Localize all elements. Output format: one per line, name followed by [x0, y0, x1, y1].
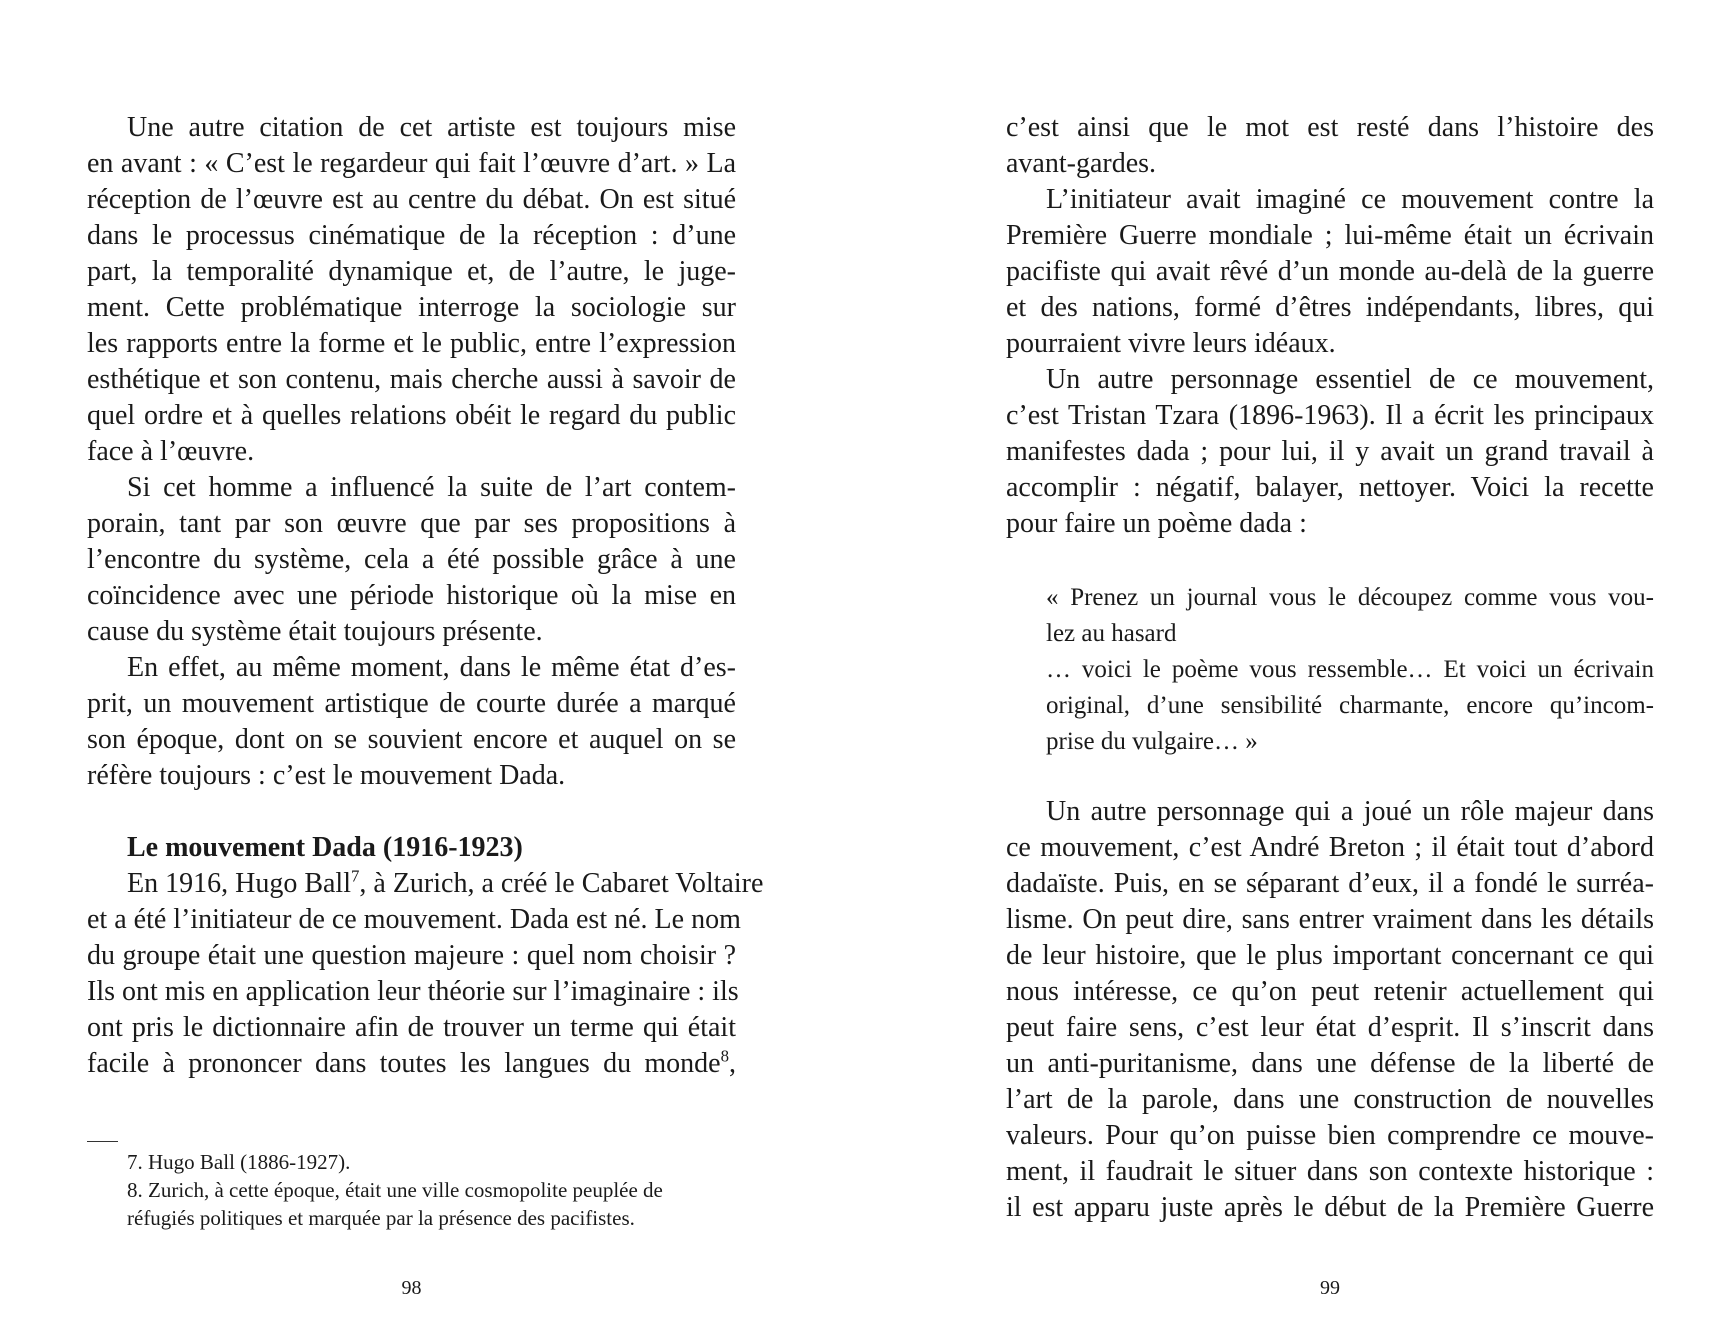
text-line: nous intéresse, ce qu’on peut retenir actuellement qui: [1006, 976, 1654, 1007]
text-line: de leur histoire, que le plus important concernant ce qui: [1006, 940, 1654, 971]
text-line: ce mouvement, c’est André Breton ; il était tout d’abord: [1006, 832, 1654, 863]
text-line: ont pris le dictionnaire afin de trouver un terme qui était: [87, 1012, 736, 1043]
text-line: pour faire un poème dada :: [1006, 508, 1307, 539]
footnote-ref[interactable]: 8: [720, 1046, 729, 1066]
text-line: manifestes dada ; pour lui, il y avait un grand travail à: [1006, 436, 1654, 467]
text-line: porain, tant par son œuvre que par ses propositions à: [87, 508, 736, 539]
text-line: facile à prononcer dans toutes les langues du monde$^8$,: [87, 1046, 736, 1079]
text-line: l’encontre du système, cela a été possible grâce à une: [87, 544, 736, 575]
text-line: Un autre personnage essentiel de ce mouvement,: [1046, 364, 1654, 395]
text-line: part, la temporalité dynamique et, de l’autre, le juge-: [87, 256, 736, 287]
text-line: réfère toujours : c’est le mouvement Dada.: [87, 760, 566, 791]
text-line: lisme. On peut dire, sans entrer vraiment dans les détails: [1006, 904, 1654, 935]
text-line: esthétique et son contenu, mais cherche aussi à savoir de: [87, 364, 736, 395]
quote-line: « Prenez un journal vous le découpez comme vous vou-: [1046, 584, 1654, 611]
text-line: dans le processus cinématique de la réception : d’une: [87, 220, 736, 251]
quote-line: prise du vulgaire… »: [1046, 728, 1258, 755]
text-line: son époque, dont on se souvient encore et auquel on se: [87, 724, 736, 755]
text-line: Une autre citation de cet artiste est toujours mise: [127, 112, 736, 143]
text-line: En effet, au même moment, dans le même état d’es-: [127, 652, 736, 683]
text-line: Un autre personnage qui a joué un rôle majeur dans: [1046, 796, 1654, 827]
text-line: ment, il faudrait le situer dans son contexte historique :: [1006, 1156, 1654, 1187]
section-heading: Le mouvement Dada (1916-1923): [127, 832, 523, 863]
text-line: du groupe était une question majeure : quel nom choisir ?: [87, 940, 736, 971]
right-page: [1006, 0, 1654, 1338]
text-line: avant-gardes.: [1006, 148, 1157, 179]
footnote: réfugiés politiques et marquée par la présence des pacifistes.: [127, 1206, 635, 1230]
text-line: Si cet homme a influencé la suite de l’art contem-: [127, 472, 736, 503]
text-line: valeurs. Pour qu’on puisse bien comprendre ce mouve-: [1006, 1120, 1654, 1151]
text-line: pacifiste qui avait rêvé d’un monde au-delà de la guerre: [1006, 256, 1654, 287]
text-line: les rapports entre la forme et le public, entre l’expression: [87, 328, 736, 359]
text-line: l’art de la parole, dans une construction de nouvelles: [1006, 1084, 1654, 1115]
text-line: pourraient vivre leurs idéaux.: [1006, 328, 1336, 359]
text-line: ment. Cette problématique interroge la sociologie sur: [87, 292, 736, 323]
text-line: En 1916, Hugo Ball$^7$, à Zurich, a créé le Cabaret Voltaire: [127, 866, 764, 899]
text-line: Ils ont mis en application leur théorie sur l’imaginaire : ils: [87, 976, 739, 1007]
left-page: [87, 0, 764, 1338]
text-line: réception de l’œuvre est au centre du débat. On est situé: [87, 184, 736, 215]
text-line: et a été l’initiateur de ce mouvement. Dada est né. Le nom: [87, 904, 741, 935]
text-line: c’est ainsi que le mot est resté dans l’histoire des: [1006, 112, 1654, 143]
footnote: 7. Hugo Ball (1886-1927).: [127, 1150, 351, 1174]
footnote: 8. Zurich, à cette époque, était une ville cosmopolite peuplée de: [127, 1178, 663, 1202]
text-line: en avant : « C’est le regardeur qui fait l’œuvre d’art. » La: [87, 148, 736, 179]
text-line: accomplir : négatif, balayer, nettoyer. Voici la recette: [1006, 472, 1654, 503]
text-line: quel ordre et à quelles relations obéit le regard du public: [87, 400, 736, 431]
page-number: 98: [401, 1277, 422, 1299]
text-line: coïncidence avec une période historique où la mise en: [87, 580, 736, 611]
text-line: un anti-puritanisme, dans une défense de la liberté de: [1006, 1048, 1654, 1079]
text-line: prit, un mouvement artistique de courte durée a marqué: [87, 688, 736, 719]
quote-line: … voici le poème vous ressemble… Et voici un écrivain: [1046, 656, 1654, 683]
text-line: face à l’œuvre.: [87, 436, 255, 467]
footnote-ref[interactable]: 7: [351, 866, 360, 886]
text-line: Première Guerre mondiale ; lui-même était un écrivain: [1006, 220, 1654, 251]
text-line: il est apparu juste après le début de la Première Guerre: [1006, 1192, 1654, 1223]
quote-line: lez au hasard: [1046, 620, 1177, 647]
page-number: 99: [1320, 1277, 1340, 1299]
text-line: cause du système était toujours présente.: [87, 616, 543, 647]
text-line: dadaïste. Puis, en se séparant d’eux, il a fondé le surréa-: [1006, 868, 1654, 899]
text-line: L’initiateur avait imaginé ce mouvement contre la: [1046, 184, 1654, 215]
text-line: c’est Tristan Tzara (1896-1963). Il a écrit les principaux: [1006, 400, 1654, 431]
quote-line: original, d’une sensibilité charmante, encore qu’incom-: [1046, 692, 1654, 719]
footnote-divider: [87, 1141, 118, 1142]
text-line: peut faire sens, c’est leur état d’esprit. Il s’inscrit dans: [1006, 1012, 1654, 1043]
text-line: et des nations, formé d’êtres indépendants, libres, qui: [1006, 292, 1654, 323]
